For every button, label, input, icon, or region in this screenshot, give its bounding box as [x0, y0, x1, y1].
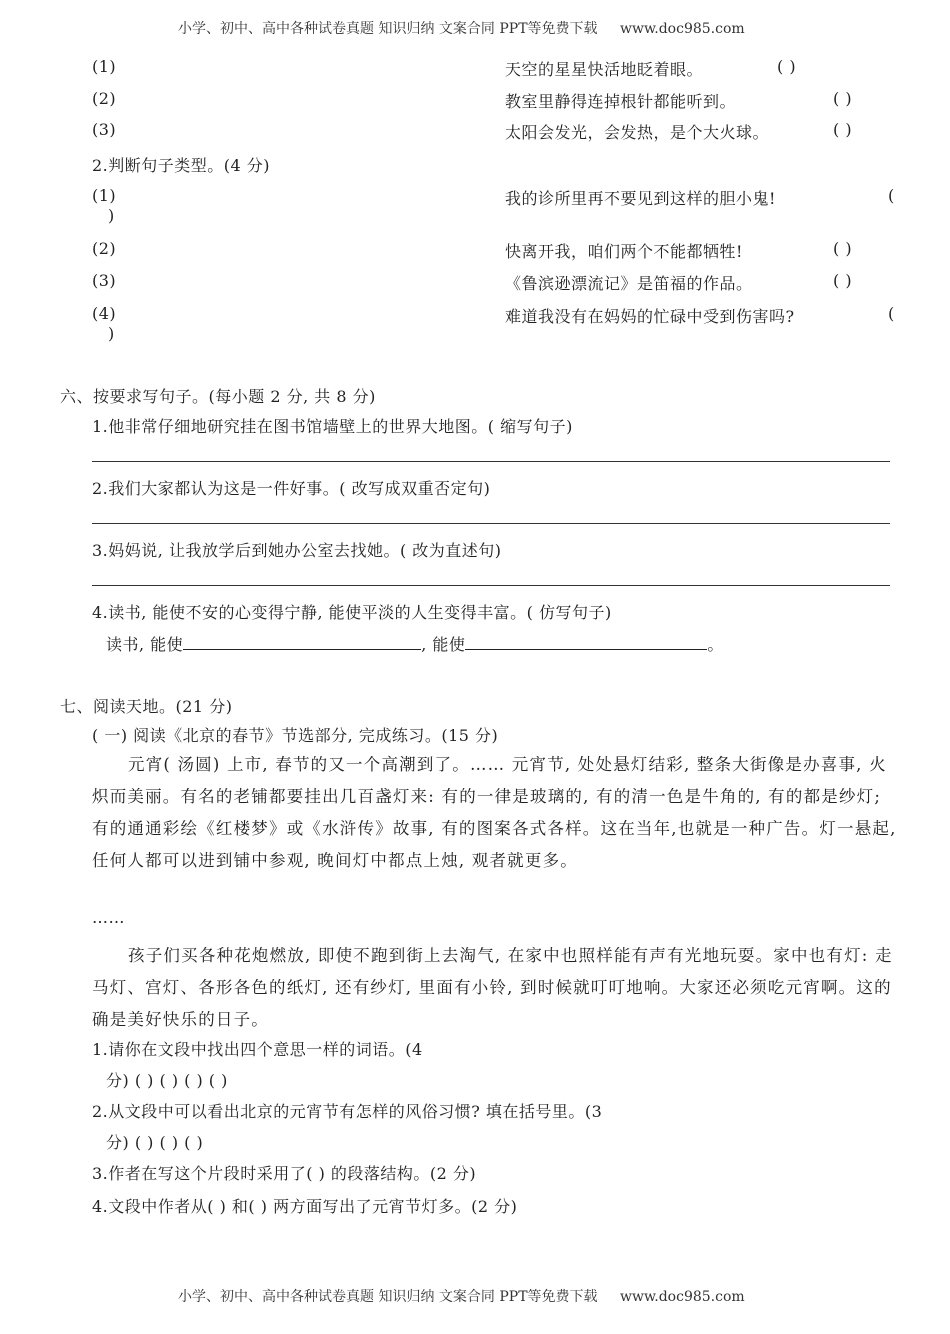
part2-item-1-paren-close[interactable]: )	[108, 206, 115, 225]
section7-q3[interactable]: 3.作者在写这个片段时采用了( ) 的段落结构。(2 分)	[92, 1164, 477, 1183]
part2-item-1-paren-open[interactable]: (	[888, 186, 895, 205]
section7-q1-line1: 1.请你在文段中找出四个意思一样的词语。(4	[92, 1040, 423, 1059]
section7-q2-line2[interactable]: 分) ( ) ( ) ( )	[106, 1133, 204, 1152]
reading-paragraph-1: 元宵( 汤圆) 上市, 春节的又一个高潮到了。…… 元宵节, 处处悬灯结彩, 整条大街像是办喜事, 火炽而美丽。有名的老铺都要挂出几百盏灯来: 有的一律是玻璃的, 有的清一色是牛角的, 有的都是纱灯; 有的通通彩绘《红楼梦》或《水浒传》故事, 有的图案各式各样。这在当年,也就是一种广告。灯一悬起, 任何人都可以进到铺中参观, 晚间灯中都点上烛, 观者就更多。	[92, 755, 897, 870]
section7-subsection-1: ( 一) 阅读《北京的春节》节选部分, 完成练习。(15 分)	[92, 726, 499, 745]
part1-item-1-text: 天空的星星快活地眨着眼。	[505, 60, 704, 79]
part2-item-4-paren-close[interactable]: )	[108, 324, 115, 343]
section6-q2: 2.我们大家都认为这是一件好事。( 改写成双重否定句)	[92, 479, 491, 498]
section6-q4-middle: , 能使	[421, 635, 466, 654]
section6-q2-answer-line[interactable]	[92, 523, 890, 524]
page-header	[178, 18, 745, 38]
page-footer	[178, 1286, 745, 1306]
reading-paragraph-2: 孩子们买各种花炮燃放, 即使不跑到街上去淘气, 在家中也照样能有声有光地玩耍。家中也有灯: 走马灯、宫灯、各形各色的纸灯, 还有纱灯, 里面有小铃, 到时候就叮叮地响。大家还必须吃元宵啊。这的确是美好快乐的日子。	[92, 946, 893, 1029]
footer-url[interactable]: www.doc985.com	[619, 1289, 745, 1305]
header-url[interactable]: www.doc985.com	[619, 21, 745, 37]
part1-item-2-text: 教室里静得连掉根针都能听到。	[505, 92, 737, 111]
section7-q4[interactable]: 4.文段中作者从( ) 和( ) 两方面写出了元宵节灯多。(2 分)	[92, 1197, 518, 1216]
section6-q1-answer-line[interactable]	[92, 461, 890, 462]
part2-item-2-text: 快离开我，咱们两个不能都牺牲!	[505, 242, 743, 261]
section7-q1-line2[interactable]: 分) ( ) ( ) ( ) ( )	[106, 1071, 228, 1090]
part1-item-2-num: (2)	[92, 89, 117, 108]
section6-q4: 4.读书, 能使不安的心变得宁静, 能使平淡的人生变得丰富。( 仿写句子)	[92, 603, 612, 622]
part1-item-1-paren[interactable]: ( )	[777, 57, 797, 76]
section7-q2-line1: 2.从文段中可以看出北京的元宵节有怎样的风俗习惯? 填在括号里。(3	[92, 1102, 603, 1121]
part2-item-4-num: (4)	[92, 304, 117, 323]
part2-item-4-paren-open[interactable]: (	[888, 304, 895, 323]
part1-item-2-paren[interactable]: ( )	[833, 89, 853, 108]
section6-q3: 3.妈妈说, 让我放学后到她办公室去找她。( 改为直述句)	[92, 541, 502, 560]
part1-item-3-paren[interactable]: ( )	[833, 120, 853, 139]
footer-text: 小学、初中、高中各种试卷真题 知识归纳 文案合同 PPT等免费下载	[178, 1289, 598, 1305]
part1-item-1-num: (1)	[92, 57, 117, 76]
section6-q1: 1.他非常仔细地研究挂在图书馆墙壁上的世界大地图。( 缩写句子)	[92, 417, 573, 436]
reading-ellipsis: ……	[92, 908, 125, 927]
section6-title: 六、按要求写句子。(每小题 2 分, 共 8 分)	[60, 387, 376, 406]
part1-item-3-num: (3)	[92, 120, 117, 139]
section6-q4-fill	[106, 632, 724, 655]
section6-q4-blank-2[interactable]	[465, 635, 707, 650]
part2-item-1-num: (1)	[92, 186, 117, 205]
section6-q4-blank-1[interactable]	[183, 635, 421, 650]
header-text: 小学、初中、高中各种试卷真题 知识归纳 文案合同 PPT等免费下载	[178, 21, 598, 37]
part2-item-4-text: 难道我没有在妈妈的忙碌中受到伤害吗?	[505, 307, 795, 326]
part1-item-3-text: 太阳会发光，会发热，是个大火球。	[505, 123, 770, 142]
part2-item-3-num: (3)	[92, 271, 117, 290]
section6-q4-prefix: 读书, 能使	[106, 635, 184, 654]
part2-item-3-text: 《鲁滨逊漂流记》是笛福的作品。	[505, 274, 753, 293]
part2-title: 2.判断句子类型。(4 分)	[92, 156, 271, 175]
section7-title: 七、阅读天地。(21 分)	[60, 697, 233, 716]
section6-q4-end: 。	[707, 635, 724, 654]
part2-item-3-paren[interactable]: ( )	[833, 271, 853, 290]
part2-item-2-num: (2)	[92, 239, 117, 258]
section6-q3-answer-line[interactable]	[92, 585, 890, 586]
part2-item-2-paren[interactable]: ( )	[833, 239, 853, 258]
part2-item-1-text: 我的诊所里再不要见到这样的胆小鬼!	[505, 189, 776, 208]
